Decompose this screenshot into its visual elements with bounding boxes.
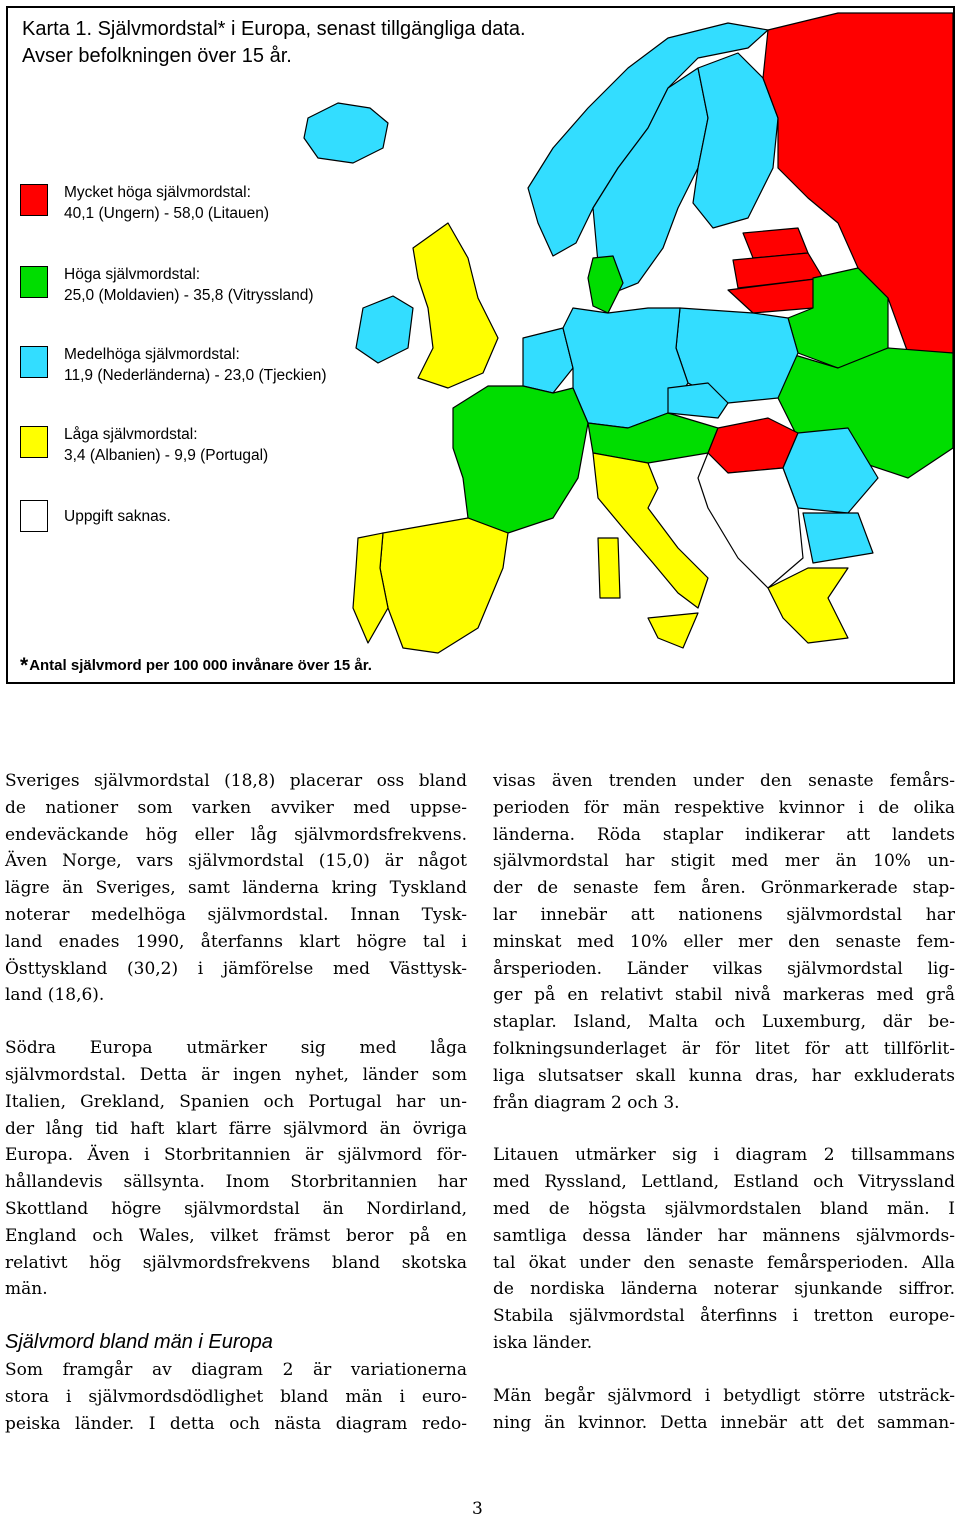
text-line: der de senaste fem åren. Grönmarkerade stap-	[493, 878, 955, 899]
text-line: från diagram 2 och 3.	[493, 1092, 680, 1113]
paragraph	[493, 768, 955, 1116]
europe-suicide-map	[6, 6, 955, 684]
footnote-asterisk: *	[20, 654, 29, 677]
legend-swatch-yellow	[20, 426, 48, 458]
paragraph	[5, 768, 467, 1009]
legend-range: 11,9 (Nederländerna) - 23,0 (Tjeckien)	[64, 367, 327, 384]
text-line: lar innebär att nationens självmordstal har	[493, 904, 955, 925]
country-sicily	[648, 613, 698, 648]
text-line: med Ryssland, Lettland, Estland och Vitryssland	[493, 1172, 955, 1193]
map-title	[22, 16, 526, 70]
text-line: Italien, Grekland, Spanien och Portugal har un-	[5, 1091, 467, 1112]
text-line: perioden för män respektive kvinnor i de olika	[493, 797, 955, 818]
text-line: relativt hög självmordsfrekvens bland skotska	[5, 1252, 467, 1273]
text-line: minskat med 10% eller mer den senaste fem-	[493, 931, 955, 952]
text-line: ger på en relativt stabil nivå markeras med grå	[493, 985, 955, 1006]
map-footnote	[20, 654, 372, 678]
text-line: noterar medelhöga självmordstal. Innan Tysk-	[5, 904, 467, 925]
legend-swatch-red	[20, 184, 48, 216]
paragraph	[493, 1383, 955, 1437]
text-line: Södra Europa utmärker sig med låga	[5, 1038, 467, 1059]
country-spain	[380, 518, 508, 653]
country-greece	[768, 568, 848, 643]
paragraph	[5, 1357, 467, 1437]
text-line: de nationer som varken avviker med uppse-	[5, 797, 467, 818]
text-line: Män begår självmord i betydligt större utsträck-	[493, 1385, 955, 1406]
text-line: män.	[5, 1279, 48, 1300]
footnote-text: Antal självmord per 100 000 invånare över 15 år.	[29, 657, 372, 674]
text-line: folkningsunderlaget är för litet för att tillförlit-	[493, 1038, 955, 1059]
legend-swatch-white	[20, 500, 48, 532]
map-title-line-2: Avser befolkningen över 15 år.	[22, 45, 292, 67]
text-line: Skottland högre självmordstal än Nordirland,	[5, 1198, 467, 1219]
text-line: Även Norge, vars självmordstal (15,0) är något	[5, 851, 467, 872]
country-france	[453, 386, 588, 533]
text-line: land (18,6).	[5, 985, 105, 1006]
text-line: hållandevis sällsynta. Inom Storbritannien har	[5, 1172, 467, 1193]
text-line: Sveriges självmordstal (18,8) placerar oss bland	[5, 771, 467, 791]
text-line: peiska länder. I detta och nästa diagram redo-	[5, 1413, 467, 1434]
text-line: visas även trenden under den senaste femårs-	[493, 771, 955, 791]
text-line: med de högsta självmordstalen bland män. I	[493, 1198, 955, 1219]
paragraph	[5, 1035, 467, 1303]
legend-swatch-cyan	[20, 346, 48, 378]
text-line: lägre än Sveriges, samt länderna kring Tyskland	[5, 878, 467, 899]
text-line: endeväckande hög eller låg självmordsfrekvens.	[5, 824, 467, 845]
legend-range: 3,4 (Albanien) - 9,9 (Portugal)	[64, 447, 269, 464]
paragraph	[493, 1142, 955, 1356]
body-column-left	[5, 768, 467, 1464]
legend-range: 40,1 (Ungern) - 58,0 (Litauen)	[64, 205, 270, 222]
map-title-line-1: Karta 1. Självmordstal* i Europa, senast tillgängliga data.	[22, 18, 526, 40]
text-line: Litauen utmärker sig i diagram 2 tillsammans	[493, 1145, 955, 1166]
text-line: ning än kvinnor. Detta innebär att det samman-	[493, 1412, 955, 1433]
text-line: England och Wales, vilket främst beror på en	[5, 1225, 467, 1246]
text-line: årsperioden. Länder vilkas självmordstal lig-	[493, 958, 955, 979]
country-ireland	[356, 296, 413, 363]
text-line: der lång tid haft klart färre självmord än övriga	[5, 1118, 467, 1139]
text-line: länderna. Röda staplar indikerar att landets	[493, 824, 955, 845]
text-line: Stabila självmordstal återfinns i tretton europe-	[493, 1306, 955, 1327]
legend-label: Uppgift saknas.	[64, 508, 171, 525]
text-line: stora i självmordsdödlighet bland män i euro-	[5, 1386, 467, 1407]
text-line: samtliga dessa länder har männens självmords-	[493, 1225, 955, 1246]
country-uk	[413, 223, 498, 388]
text-line: Som framgår av diagram 2 är variationerna	[5, 1360, 467, 1381]
page-number: 3	[472, 1499, 483, 1519]
legend-label: Höga självmordstal:	[64, 266, 201, 283]
text-line: självmordstal. Detta är ingen nyhet, länder som	[5, 1064, 467, 1085]
text-line: iska länder.	[493, 1332, 593, 1353]
legend-swatch-green	[20, 266, 48, 298]
text-line: liga slutsatser skall kunna dras, har exkluderats	[493, 1065, 955, 1086]
legend-label: Låga självmordstal:	[64, 426, 198, 443]
text-line: staplar. Island, Malta och Luxemburg, där be-	[493, 1012, 955, 1033]
body-column-right	[493, 768, 955, 1462]
text-line: självmordstal har stigit med mer än 10% un-	[493, 851, 955, 872]
country-bulgaria	[803, 513, 873, 563]
legend-label: Medelhöga självmordstal:	[64, 346, 240, 363]
country-sardinia	[598, 538, 620, 598]
section-heading: Självmord bland män i Europa	[5, 1331, 273, 1354]
text-line: land enades 1990, återfanns klart högre tal i	[5, 931, 467, 952]
country-iceland	[304, 103, 388, 163]
text-line: de nordiska länderna noterar sjunkande siffror.	[493, 1279, 955, 1300]
text-line: tal ökat under den senaste femårsperioden. Alla	[493, 1252, 955, 1273]
legend-range: 25,0 (Moldavien) - 35,8 (Vitryssland)	[64, 287, 314, 304]
legend-label: Mycket höga självmordstal:	[64, 184, 251, 201]
text-line: Europa. Även i Storbritannien är självmord för-	[5, 1145, 467, 1166]
text-line: Östtyskland (30,2) i jämförelse med Västtysk-	[5, 958, 467, 979]
